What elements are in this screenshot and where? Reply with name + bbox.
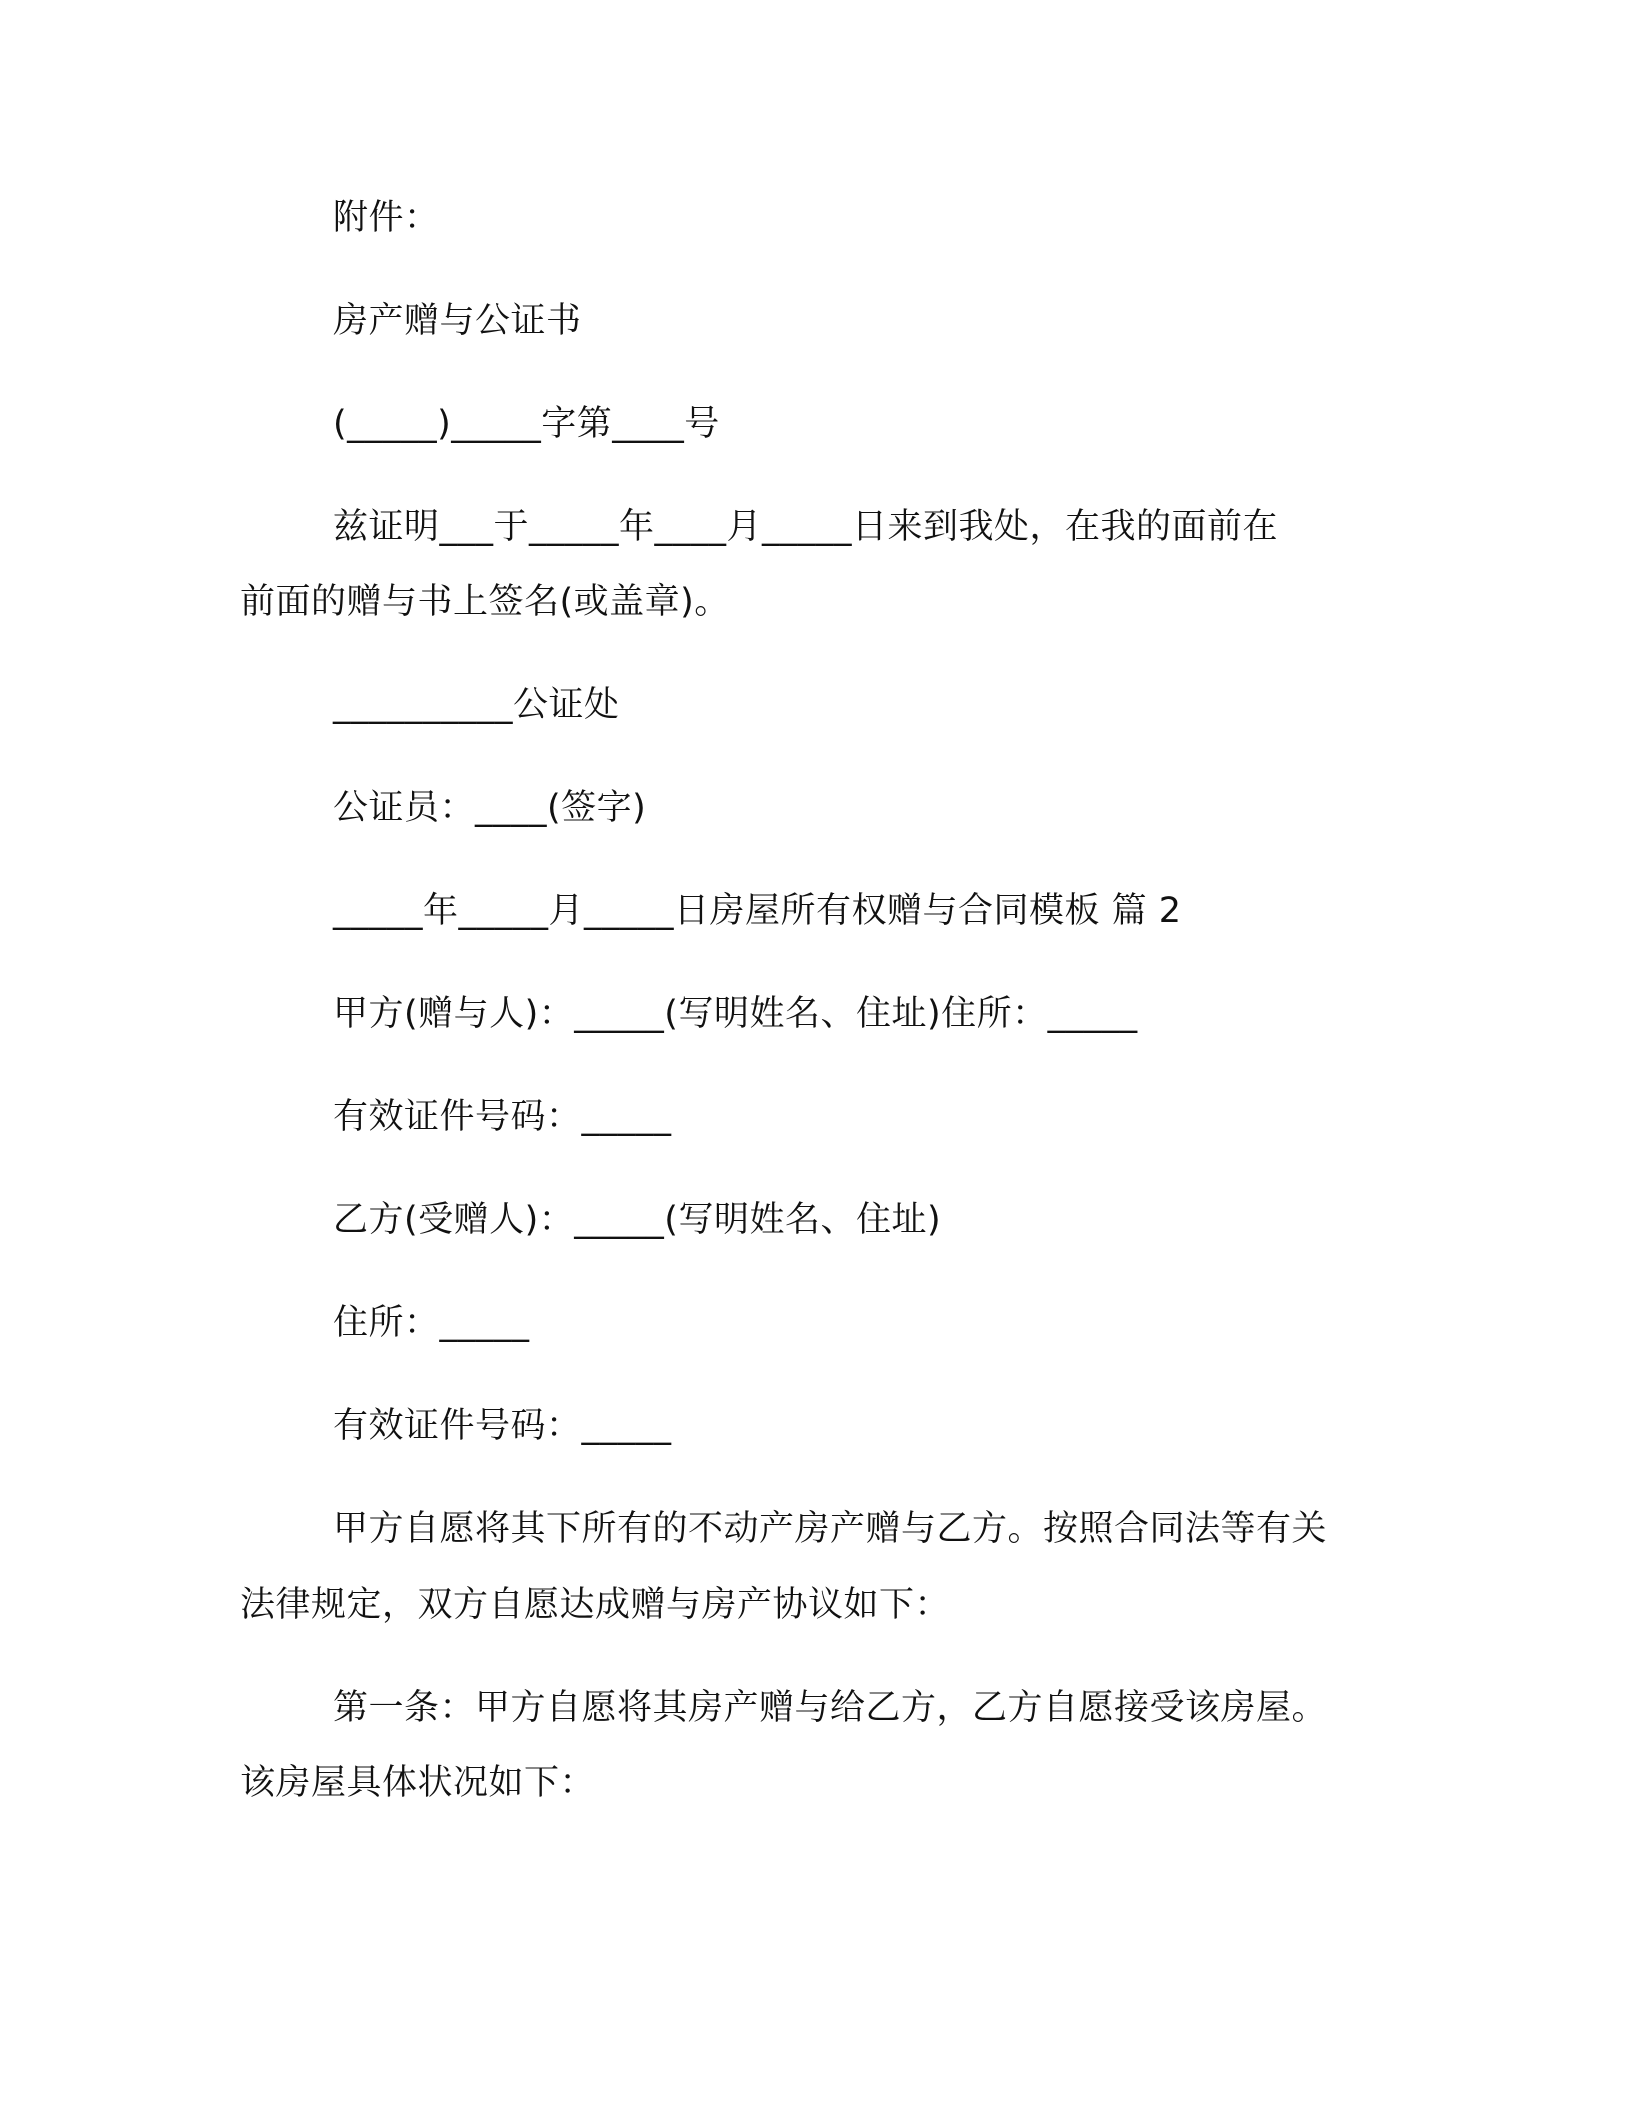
party-a-line: 甲方(赠与人)：_____(写明姓名、住址)住所：_____ bbox=[333, 994, 1138, 1034]
party-b-address-line: 住所：_____ bbox=[333, 1303, 530, 1343]
certification-paragraph-line-2: 前面的赠与书上签名(或盖章)。 bbox=[240, 582, 730, 622]
party-b-line: 乙方(受赠人)：_____(写明姓名、住址) bbox=[333, 1200, 942, 1240]
certificate-title: 房产赠与公证书 bbox=[333, 301, 582, 341]
party-b-id-line: 有效证件号码：_____ bbox=[333, 1406, 672, 1446]
notary-signature-line: 公证员：____(签字) bbox=[333, 788, 647, 828]
article-one-line-2: 该房屋具体状况如下： bbox=[240, 1763, 596, 1803]
agreement-intro-line-2: 法律规定，双方自愿达成赠与房产协议如下： bbox=[240, 1585, 951, 1625]
agreement-intro-line-1: 甲方自愿将其下所有的不动产房产赠与乙方。按照合同法等有关 bbox=[333, 1509, 1328, 1549]
date-and-contract-title-line: _____年_____月_____日房屋所有权赠与合同模板 篇 2 bbox=[333, 891, 1182, 931]
notary-office-line: __________公证处 bbox=[333, 685, 620, 725]
attachment-label: 附件： bbox=[333, 198, 440, 238]
certification-paragraph-line-1: 兹证明___于_____年____月_____日来到我处，在我的面前在 bbox=[333, 507, 1279, 547]
certificate-number-line: (_____)_____字第____号 bbox=[333, 404, 720, 444]
party-a-id-line: 有效证件号码：_____ bbox=[333, 1097, 672, 1137]
article-one-line-1: 第一条：甲方自愿将其房产赠与给乙方，乙方自愿接受该房屋。 bbox=[333, 1688, 1328, 1728]
